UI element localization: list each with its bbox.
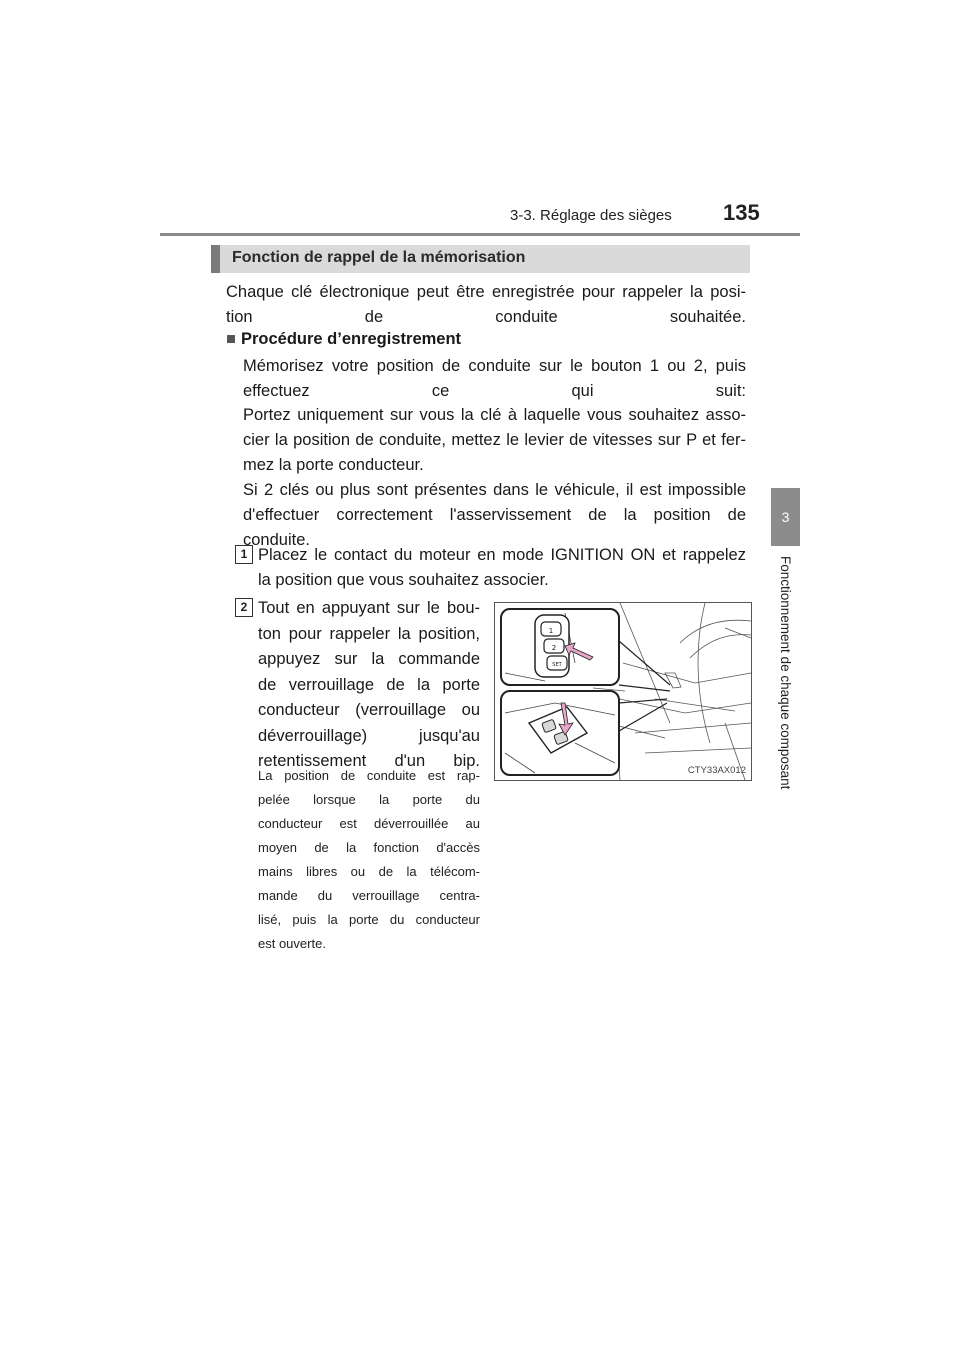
paragraph-line: Si 2 clés ou plus sont présentes dans le véhicule, il est impossible bbox=[243, 481, 746, 499]
step-line: de verrouillage de la porte bbox=[258, 675, 480, 694]
note-line: conducteur est déverrouillée au bbox=[258, 816, 480, 831]
step-2-text bbox=[258, 596, 480, 775]
section-title: Fonction de rappel de la mémorisation bbox=[232, 249, 526, 266]
memory-button-label: 2 bbox=[551, 644, 557, 652]
intro-line: Chaque clé électronique peut être enregistrée pour rappeler la posi- bbox=[226, 283, 746, 301]
step-line: Placez le contact du moteur en mode IGNITION ON et rappelez bbox=[258, 546, 746, 564]
paragraph-line: Mémorisez votre position de conduite sur le bouton 1 ou 2, puis bbox=[243, 357, 746, 375]
paragraph-line: cier la position de conduite, mettez le levier de vitesses sur P et fer- bbox=[243, 431, 746, 449]
intro-line: tion de conduite souhaitée. bbox=[226, 308, 746, 326]
step-line: retentissement d'un bip. bbox=[258, 752, 480, 770]
step-line: conducteur (verrouillage ou bbox=[258, 701, 480, 719]
step-line: appuyez sur la commande bbox=[258, 650, 480, 668]
subheading-bullet: ■ bbox=[226, 330, 236, 348]
step-1-text bbox=[258, 543, 746, 593]
set-button-label: SET bbox=[552, 662, 562, 668]
note-line: pelée lorsque la porte du bbox=[258, 792, 480, 807]
note-line: est ouverte. bbox=[258, 936, 326, 951]
intro-paragraph bbox=[226, 280, 746, 330]
note-line: mande du verrouillage centra- bbox=[258, 888, 480, 903]
note-line: lisé, puis la porte du conducteur bbox=[258, 912, 480, 927]
illustration-drawing bbox=[495, 603, 751, 780]
chapter-tab bbox=[771, 488, 800, 546]
step-line: ton pour rappeler la position, bbox=[258, 624, 480, 643]
paragraph-line: conduite. bbox=[243, 531, 310, 549]
subheading bbox=[226, 327, 461, 352]
paragraph-key bbox=[243, 403, 746, 553]
step-line: Tout en appuyant sur le bou- bbox=[258, 599, 480, 617]
step-number-badge: 2 bbox=[235, 598, 253, 617]
step-number-badge: 1 bbox=[235, 545, 253, 564]
paragraph-memorize bbox=[243, 354, 746, 404]
note-line: mains libres ou de la télécom- bbox=[258, 864, 480, 879]
note-paragraph bbox=[258, 764, 480, 956]
paragraph-line: d'effectuer correctement l'asservissement de la position de bbox=[243, 506, 746, 524]
section-title-bar bbox=[211, 245, 750, 273]
step-line: la position que vous souhaitez associer. bbox=[258, 571, 549, 589]
header-divider bbox=[160, 233, 800, 236]
figure-code: CTY33AX012 bbox=[687, 765, 746, 776]
paragraph-line: Portez uniquement sur vous la clé à laquelle vous souhaitez asso- bbox=[243, 406, 746, 424]
step-line: déverrouillage) jusqu'au bbox=[258, 726, 480, 745]
paragraph-line: effectuez ce qui suit: bbox=[243, 382, 746, 400]
subheading-text: Procédure d’enregistrement bbox=[240, 330, 462, 348]
chapter-number: 3 bbox=[781, 509, 790, 525]
memory-button-label: 1 bbox=[548, 627, 554, 635]
page-number: 135 bbox=[723, 200, 760, 225]
note-line: moyen de la fonction d'accès bbox=[258, 840, 480, 855]
header-section-title: 3-3. Réglage des sièges bbox=[510, 207, 672, 224]
chapter-title: Fonctionnement de chaque composant bbox=[778, 556, 793, 790]
door-switch-illustration bbox=[494, 602, 752, 781]
paragraph-line: mez la porte conducteur. bbox=[243, 456, 424, 474]
note-line: La position de conduite est rap- bbox=[258, 768, 480, 783]
